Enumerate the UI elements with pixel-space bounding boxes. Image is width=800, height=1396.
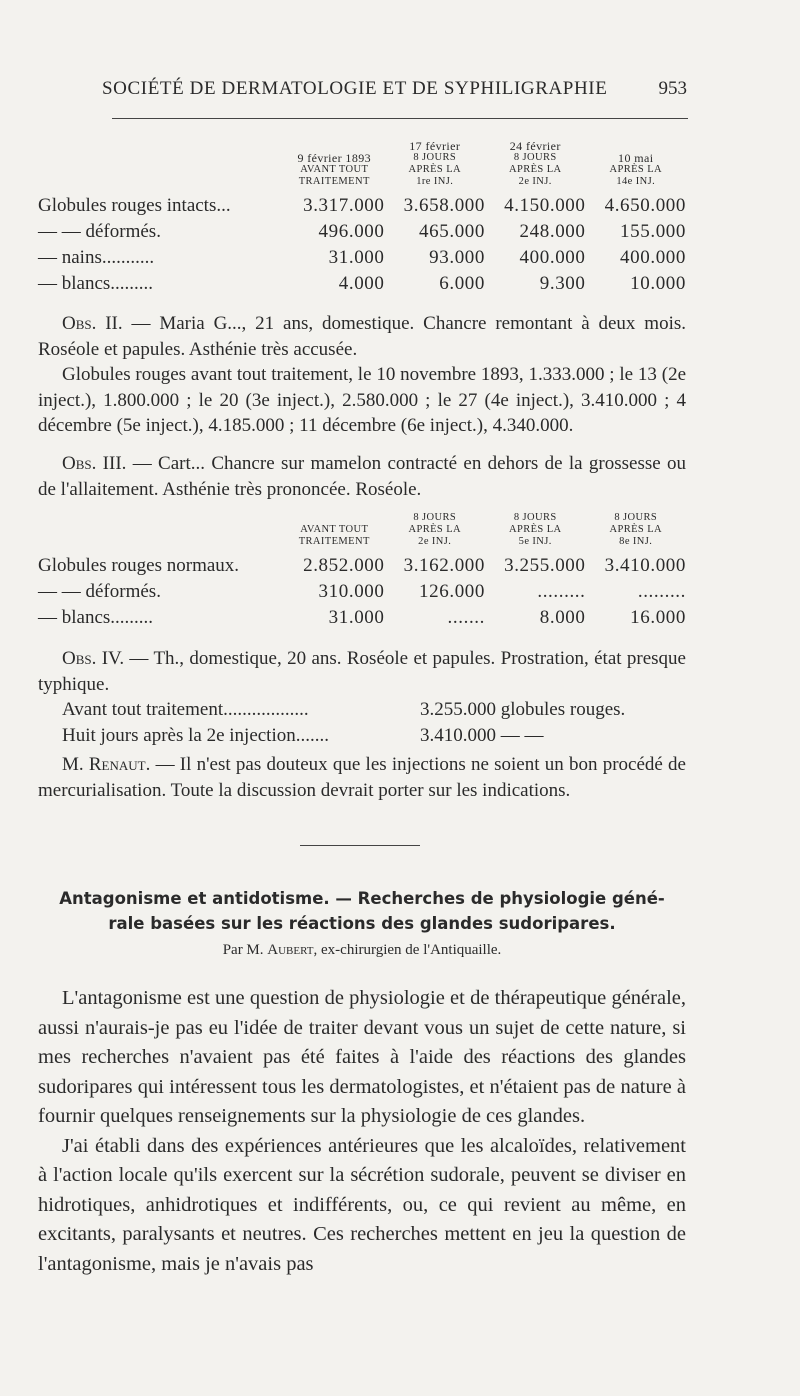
table-cell: 3.255.000 <box>504 555 586 576</box>
obs-lead: Obs. II. <box>62 313 123 334</box>
table-cell: 248.000 <box>519 221 586 242</box>
table-cell: 465.000 <box>419 221 485 242</box>
byline: Par M. Aubert, ex-chirurgien de l'Antiquaille. <box>222 942 502 958</box>
table-row <box>38 605 686 631</box>
table-cell: 9.300 <box>539 273 586 294</box>
column-header: 8 JOURS APRÈS LA 8e INJ. <box>609 512 662 547</box>
table-row <box>38 271 686 297</box>
article-body <box>38 984 686 1279</box>
table-row <box>38 219 686 245</box>
table-cell: 155.000 <box>620 221 686 242</box>
obs-lead: Obs. IV. <box>62 648 125 669</box>
comment-text: — Il n'est pas douteux que les injections ne soient un bon procédé de mercurialisation. Toute la discussion devrait porter sur les indications. <box>38 754 686 801</box>
table-header-row <box>38 512 686 553</box>
row-label: — — déformés. <box>38 581 161 602</box>
observation-3 <box>38 451 686 502</box>
table-cell: 10.000 <box>630 273 686 294</box>
row-label: — — déformés. <box>38 221 161 242</box>
table-cell: 3.410.000 <box>604 555 686 576</box>
column-header: 8 JOURS APRÈS LA 2e INJ. <box>408 512 461 547</box>
table-cell: ......... <box>637 581 686 602</box>
observation-4 <box>38 646 686 748</box>
table-cell: 3.317.000 <box>303 195 385 216</box>
column-header: AVANT TOUT TRAITEMENT <box>298 524 370 547</box>
table-cell: 3.658.000 <box>403 195 485 216</box>
running-title: SOCIÉTÉ DE DERMATOLOGIE ET DE SYPHILIGRAPHIE <box>102 78 608 99</box>
renaut-comment <box>38 752 686 803</box>
table-cell: 310.000 <box>318 581 385 602</box>
table-cell: 4.650.000 <box>604 195 686 216</box>
author-name: Aubert <box>267 942 314 958</box>
running-header <box>102 78 687 100</box>
table-row <box>38 553 686 579</box>
paragraph: J'ai établi dans des expériences antérieures que les alcaloïdes, relativement à l'action locale qu'ils exercent sur la sécrétion sudorale, peuvent se diviser en hidrotiques, anhidrotiques et indifférents, ou, ce qui revient au même, en excitants, paralysants et neutres. Ces recherches mettent en jeu la question de l'antagonisme, mais je n'avais pas <box>38 1134 686 1275</box>
table-cell: 4.150.000 <box>504 195 586 216</box>
table-cell: 16.000 <box>630 607 686 628</box>
table-cell: 496.000 <box>318 221 385 242</box>
table-cell: 31.000 <box>328 607 385 628</box>
table-cell: 93.000 <box>429 247 485 268</box>
table-row <box>38 245 686 271</box>
row-label: — blancs......... <box>38 273 154 294</box>
blood-count-table-2 <box>38 512 686 631</box>
column-header: 24 février 8 JOURS APRÈS LA 2e INJ. <box>508 139 562 187</box>
table-cell: 8.000 <box>539 607 586 628</box>
table-cell: 6.000 <box>439 273 485 294</box>
table-header-row <box>38 140 686 193</box>
row-label: — nains........... <box>38 247 155 268</box>
column-header: 8 JOURS APRÈS LA 5e INJ. <box>508 512 562 547</box>
obs4-line-1: Avant tout traitement.................. 3.255.000 globules rouges. <box>62 699 626 720</box>
table-cell: 2.852.000 <box>303 555 385 576</box>
blood-count-table-1 <box>38 140 686 297</box>
table-cell: 31.000 <box>328 247 385 268</box>
header-rule <box>112 118 688 119</box>
table-row <box>38 579 686 605</box>
page-number: 953 <box>658 78 687 99</box>
table-cell: 3.162.000 <box>403 555 485 576</box>
row-label: — blancs......... <box>38 607 154 628</box>
table-cell: 4.000 <box>338 273 385 294</box>
row-label: Globules rouges normaux. <box>38 555 240 576</box>
table-cell: 400.000 <box>519 247 586 268</box>
obs-text: — Th., domestique, 20 ans. Roséole et papules. Prostration, état presque typhique. <box>38 648 686 695</box>
table-cell: 400.000 <box>620 247 686 268</box>
paragraph: L'antagonisme est une question de physiologie et de thérapeutique générale, aussi n'aurais-je pas eu l'idée de traiter devant vous un sujet de cette nature, si mes recherches n'avaient pas été faites à l'aide des réactions des glandes sudoripares qui intéressent tous les dermatologistes, et n'étaient pas de nature à fournir quelques renseignements sur la physiologie de ces glandes. <box>38 987 686 1127</box>
obs4-line-2: Huit jours après la 2e injection....... 3.410.000 — — <box>62 724 544 746</box>
article-title: Antagonisme et antidotisme. — Recherches de physiologie géné- rale basées sur les réactions des glandes sudoripares. <box>59 889 665 933</box>
obs-lead: Obs. III. <box>62 453 127 474</box>
obs-text-2: Globules rouges avant tout traitement, le 10 novembre 1893, 1.333.000 ; le 13 (2e inject.), 1.800.000 ; le 20 (3e inject.), 2.580.000 ; le 27 (4e inject.), 3.410.000 ; 4 décembre (5e inject.), 4.185.000 ; 11 décembre (6e inject.), 4.340.000. <box>38 364 686 436</box>
observation-2 <box>38 311 686 439</box>
column-header: 17 février 8 JOURS APRÈS LA 1re INJ. <box>408 139 461 187</box>
obs-text: — Maria G..., 21 ans, domestique. Chancre remontant à deux mois. Roséole et papules. Asthénie très accusée. <box>38 313 686 360</box>
section-divider <box>300 845 420 846</box>
speaker-name: M. Renaut. <box>62 754 151 775</box>
column-header: 10 mai APRÈS LA 14e INJ. <box>609 151 662 187</box>
column-header: 9 février 1893 AVANT TOUT TRAITEMENT <box>297 151 372 187</box>
row-label: Globules rouges intacts... <box>38 195 231 216</box>
table-cell: ......... <box>537 581 586 602</box>
table-cell: 126.000 <box>419 581 485 602</box>
obs-text: — Cart... Chancre sur mamelon contracté en dehors de la grossesse ou de l'allaitement. Asthénie très prononcée. Roséole. <box>38 453 686 500</box>
table-cell: ....... <box>447 607 485 628</box>
table-row <box>38 193 686 219</box>
